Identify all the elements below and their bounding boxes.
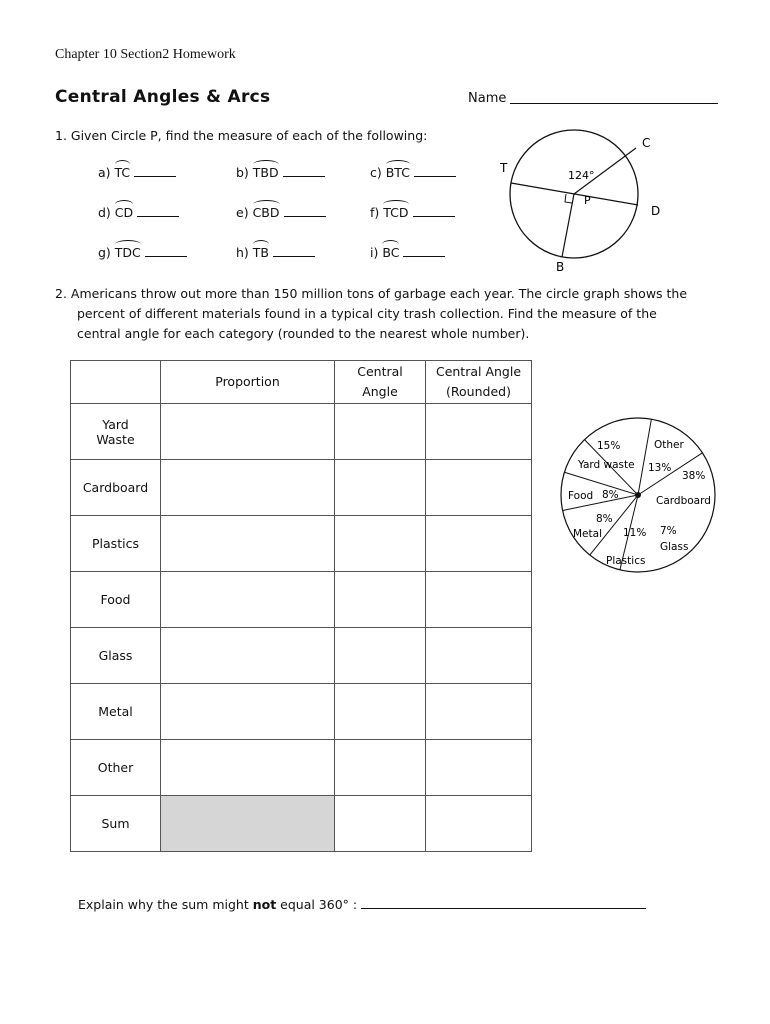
header-central-angle-rounded: Central Angle (Rounded) (426, 361, 532, 404)
proportion-cell[interactable] (161, 572, 335, 628)
row-label-plastics: Plastics (71, 516, 161, 572)
arc-item-g: g) TDC (98, 245, 187, 260)
angle-124-label: 124° (568, 169, 595, 182)
pie-label-plastics-pct: 11% (623, 527, 647, 539)
table-row (71, 684, 532, 740)
pie-label-cardboard-pct: 38% (682, 470, 706, 482)
arc-item-f: f) TCD (370, 205, 455, 220)
radius-pb (562, 194, 574, 257)
central-angle-cell[interactable] (335, 628, 426, 684)
rounded-cell[interactable] (426, 628, 532, 684)
central-angle-cell[interactable] (335, 404, 426, 460)
trash-pie-chart (560, 413, 720, 578)
course-header: Chapter 10 Section2 Homework (55, 47, 236, 62)
row-label-other: Other (71, 740, 161, 796)
answer-blank[interactable] (284, 206, 326, 217)
table-row (71, 460, 532, 516)
pie-center-dot (635, 492, 641, 498)
page-title: Central Angles & Arcs (55, 87, 271, 107)
pie-label-cardboard: Cardboard (656, 495, 711, 507)
right-angle-mark (565, 194, 572, 203)
pie-label-plastics: Plastics (606, 555, 646, 567)
proportion-cell[interactable] (161, 628, 335, 684)
question-2-line-2: percent of different materials found in a typical city trash collection. Find the measure of the (77, 306, 657, 321)
proportion-cell[interactable] (161, 460, 335, 516)
pie-label-food-pct: 8% (602, 489, 619, 501)
label-b: B (556, 260, 565, 274)
arc-item-i: i) BC (370, 245, 445, 260)
row-label-food: Food (71, 572, 161, 628)
arc-item-c: c) BTC (370, 165, 456, 180)
arc-item-e: e) CBD (236, 205, 326, 220)
name-blank[interactable] (510, 103, 718, 104)
proportion-cell[interactable] (161, 516, 335, 572)
proportion-cell[interactable] (161, 404, 335, 460)
arc-item-b: b) TBD (236, 165, 325, 180)
row-label-yard-waste: Yard Waste (71, 404, 161, 460)
rounded-cell[interactable] (426, 740, 532, 796)
question-2-line-3: central angle for each category (rounded to the nearest whole number). (77, 326, 530, 341)
row-label-metal: Metal (71, 684, 161, 740)
pie-label-glass-pct: 7% (660, 525, 677, 537)
answer-blank[interactable] (134, 166, 176, 177)
rounded-cell[interactable] (426, 460, 532, 516)
answer-blank[interactable] (137, 206, 179, 217)
name-label: Name (468, 91, 507, 106)
central-angle-cell[interactable] (335, 460, 426, 516)
pie-label-food: Food (568, 490, 594, 502)
label-p: P (584, 194, 591, 207)
question-1-prompt: 1. Given Circle P, find the measure of each of the following: (55, 128, 428, 143)
table-row (71, 572, 532, 628)
header-blank (71, 361, 161, 404)
pie-slice-boundary-other (638, 419, 651, 495)
row-label-glass: Glass (71, 628, 161, 684)
arc-item-h: h) TB (236, 245, 315, 260)
proportion-cell[interactable] (161, 684, 335, 740)
table-row (71, 516, 532, 572)
pie-label-metal-pct: 8% (596, 513, 613, 525)
table-row (71, 796, 532, 852)
circle-p-diagram (495, 115, 675, 280)
label-c: C (642, 136, 651, 150)
answer-blank[interactable] (145, 246, 187, 257)
table-row (71, 404, 532, 460)
rounded-cell[interactable] (426, 516, 532, 572)
central-angle-cell[interactable] (335, 572, 426, 628)
table-row (71, 628, 532, 684)
pie-label-other: Other (654, 439, 684, 451)
answer-blank[interactable] (283, 166, 325, 177)
header-central-angle: Central Angle (335, 361, 426, 404)
question-2-line-1: 2. Americans throw out more than 150 million tons of garbage each year. The circle graph shows the (55, 286, 688, 301)
explain-answer-blank[interactable] (361, 898, 646, 909)
table-row (71, 740, 532, 796)
header-proportion: Proportion (161, 361, 335, 404)
answer-blank[interactable] (414, 166, 456, 177)
answer-blank[interactable] (413, 206, 455, 217)
pie-label-metal: Metal (573, 528, 602, 540)
rounded-sum-cell[interactable] (426, 796, 532, 852)
proportion-cell[interactable] (161, 740, 335, 796)
table-header-row (71, 361, 532, 404)
row-label-sum: Sum (71, 796, 161, 852)
arc-item-d: d) CD (98, 205, 179, 220)
central-angle-sum-cell[interactable] (335, 796, 426, 852)
rounded-cell[interactable] (426, 404, 532, 460)
rounded-cell[interactable] (426, 572, 532, 628)
proportion-sum-cell-shaded (161, 796, 335, 852)
arc-item-a: a) TC (98, 165, 176, 180)
label-t: T (500, 161, 508, 175)
explain-prompt: Explain why the sum might not equal 360° : (78, 897, 646, 912)
rounded-cell[interactable] (426, 684, 532, 740)
pie-label-yard-pct: 15% (597, 440, 621, 452)
pie-label-yard: Yard waste (578, 459, 635, 471)
answer-blank[interactable] (273, 246, 315, 257)
central-angle-table (70, 360, 532, 852)
pie-label-glass: Glass (660, 541, 689, 553)
row-label-cardboard: Cardboard (71, 460, 161, 516)
answer-blank[interactable] (403, 246, 445, 257)
central-angle-cell[interactable] (335, 740, 426, 796)
central-angle-cell[interactable] (335, 516, 426, 572)
central-angle-cell[interactable] (335, 684, 426, 740)
pie-label-other-pct: 13% (648, 462, 672, 474)
label-d: D (651, 204, 661, 218)
